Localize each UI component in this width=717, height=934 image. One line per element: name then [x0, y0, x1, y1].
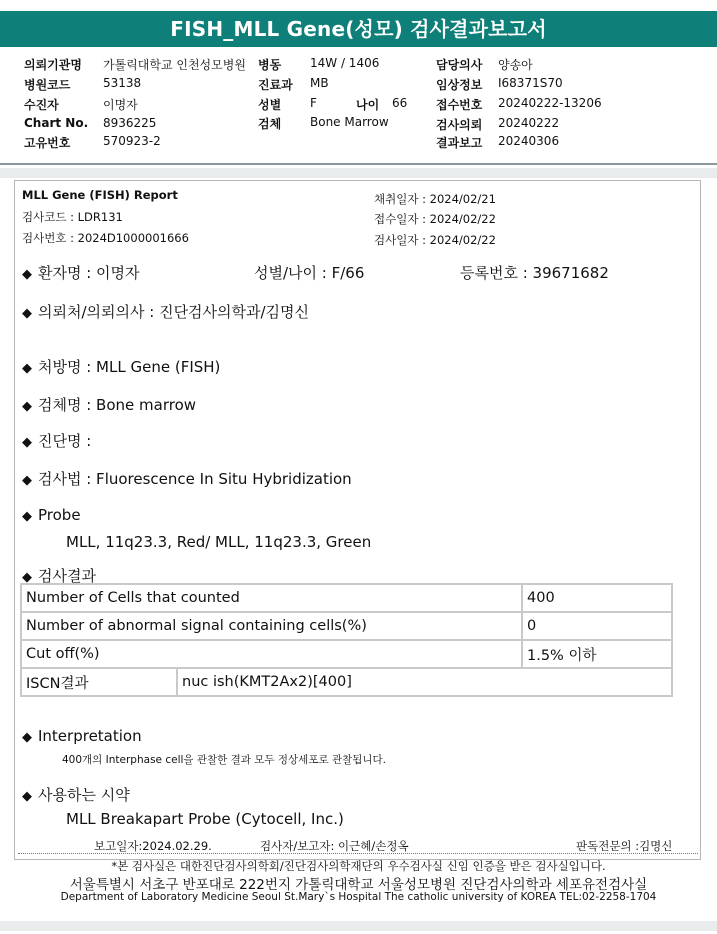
value-receipt-no: 20240222-13206 — [498, 96, 602, 110]
method-line: ◆ 검사법 : Fluorescence In Situ Hybridization — [22, 470, 352, 488]
diamond-icon: ◆ — [22, 399, 32, 414]
label-request-date: 검사의뢰 — [436, 118, 483, 132]
value-chart-no: 8936225 — [103, 116, 157, 130]
diamond-icon: ◆ — [22, 473, 32, 488]
patient-name-line: ◆ 환자명 : 이명자 — [22, 264, 140, 282]
reagent-value: MLL Breakapart Probe (Cytocell, Inc.) — [66, 810, 344, 828]
table-row — [21, 640, 672, 668]
label-department: 진료과 — [258, 78, 293, 92]
iscn-label: ISCN결과 — [21, 668, 177, 696]
value-requesting-org: 가톨릭대학교 인천성모병원 — [103, 58, 246, 72]
value-sex: F — [310, 96, 317, 110]
report-title: FISH_MLL Gene(성모) 검사결과보고서 — [0, 11, 717, 47]
tested-date: 검사일자 : 2024/02/22 — [374, 233, 496, 247]
label-requesting-org: 의뢰기관명 — [24, 58, 82, 72]
diamond-icon: ◆ — [22, 730, 32, 745]
reagent-label: ◆ 사용하는 시약 — [22, 786, 130, 804]
result-value-cutoff: 1.5% 이하 — [522, 640, 672, 668]
test-number: 검사번호 : 2024D1000001666 — [22, 231, 189, 245]
bottom-band — [0, 921, 717, 931]
reading-physician: 판독전문의 :김명신 — [576, 839, 673, 853]
label-receipt-no: 접수번호 — [436, 98, 483, 112]
specimen-line: ◆ 검체명 : Bone marrow — [22, 396, 197, 414]
label-chart-no: Chart No. — [24, 116, 89, 130]
result-label-abnormal-cells: Number of abnormal signal containing cells(%) — [21, 612, 522, 640]
header-divider — [0, 163, 717, 165]
label-unique-no: 고유번호 — [24, 136, 71, 150]
report-date: 보고일자:2024.02.29. — [94, 839, 212, 853]
diamond-icon: ◆ — [22, 267, 32, 282]
results-table — [20, 583, 673, 697]
label-age: 나이 — [356, 98, 380, 112]
diamond-icon: ◆ — [22, 789, 32, 804]
label-doctor: 담당의사 — [436, 58, 483, 72]
value-patient: 이명자 — [103, 98, 138, 112]
table-row — [21, 668, 672, 696]
report-name: MLL Gene (FISH) Report — [22, 188, 178, 202]
value-report-date: 20240306 — [498, 134, 560, 148]
label-sex: 성별 — [258, 98, 282, 112]
diagnosis-line: ◆ 진단명 : — [22, 432, 92, 450]
value-hospital-code: 53138 — [103, 76, 142, 90]
test-code: 검사코드 : LDR131 — [22, 210, 123, 224]
value-clinical-info: I68371S70 — [498, 76, 563, 90]
label-specimen: 검체 — [258, 117, 282, 131]
lab-english-info: Department of Laboratory Medicine Seoul St.Mary`s Hospital The catholic university of KOREA TEL:02-2258-1704 — [60, 891, 657, 903]
value-doctor: 양송아 — [498, 58, 533, 72]
lab-address: 서울특별시 서초구 반포대로 222번지 가톨릭대학교 서울성모병원 진단검사의학과 세포유전검사실 — [69, 877, 648, 893]
probe-value: MLL, 11q23.3, Red/ MLL, 11q23.3, Green — [66, 533, 372, 551]
label-patient: 수진자 — [24, 98, 59, 112]
value-ward: 14W / 1406 — [310, 56, 380, 70]
label-report-date: 결과보고 — [436, 136, 483, 150]
value-age: 66 — [392, 96, 408, 110]
label-clinical-info: 임상정보 — [436, 78, 483, 92]
footer-divider — [18, 853, 698, 854]
label-ward: 병동 — [258, 58, 282, 72]
requester-line: ◆ 의뢰처/의뢰의사 : 진단검사의학과/김명신 — [22, 303, 310, 321]
result-label-cutoff: Cut off(%) — [21, 640, 522, 668]
table-row — [21, 612, 672, 640]
collected-date: 채취일자 : 2024/02/21 — [374, 192, 496, 206]
label-hospital-code: 병원코드 — [24, 78, 71, 92]
certification-note: *본 검사실은 대한진단검사의학회/진단검사의학재단의 우수검사실 신임 인증을 받은 검사실입니다. — [111, 859, 606, 873]
value-request-date: 20240222 — [498, 116, 560, 130]
table-row — [21, 584, 672, 612]
result-value-abnormal-cells: 0 — [522, 612, 672, 640]
value-unique-no: 570923-2 — [103, 134, 161, 148]
results-label: ◆ 검사결과 — [22, 567, 96, 585]
interpretation-label: ◆ Interpretation — [22, 727, 142, 745]
result-label-cells-counted: Number of Cells that counted — [21, 584, 522, 612]
registration-number: 등록번호 : 39671682 — [460, 264, 609, 282]
interpretation-text: 400개의 Interphase cell을 관찰한 결과 모두 정상세포로 관찰됩니다. — [62, 754, 386, 766]
result-value-cells-counted: 400 — [522, 584, 672, 612]
reporters: 검사자/보고자: 이근혜/손정옥 — [260, 839, 409, 853]
iscn-value: nuc ish(KMT2Ax2)[400] — [177, 668, 672, 696]
sex-age-line: 성별/나이 : F/66 — [254, 264, 365, 282]
value-department: MB — [310, 76, 329, 90]
diamond-icon: ◆ — [22, 361, 32, 376]
probe-label: ◆ Probe — [22, 506, 81, 524]
received-date: 접수일자 : 2024/02/22 — [374, 212, 496, 226]
diamond-icon: ◆ — [22, 509, 32, 524]
diamond-icon: ◆ — [22, 435, 32, 450]
diamond-icon: ◆ — [22, 570, 32, 585]
prescription-line: ◆ 처방명 : MLL Gene (FISH) — [22, 358, 221, 376]
diamond-icon: ◆ — [22, 306, 32, 321]
value-specimen: Bone Marrow — [310, 115, 389, 129]
section-gap — [0, 168, 717, 178]
